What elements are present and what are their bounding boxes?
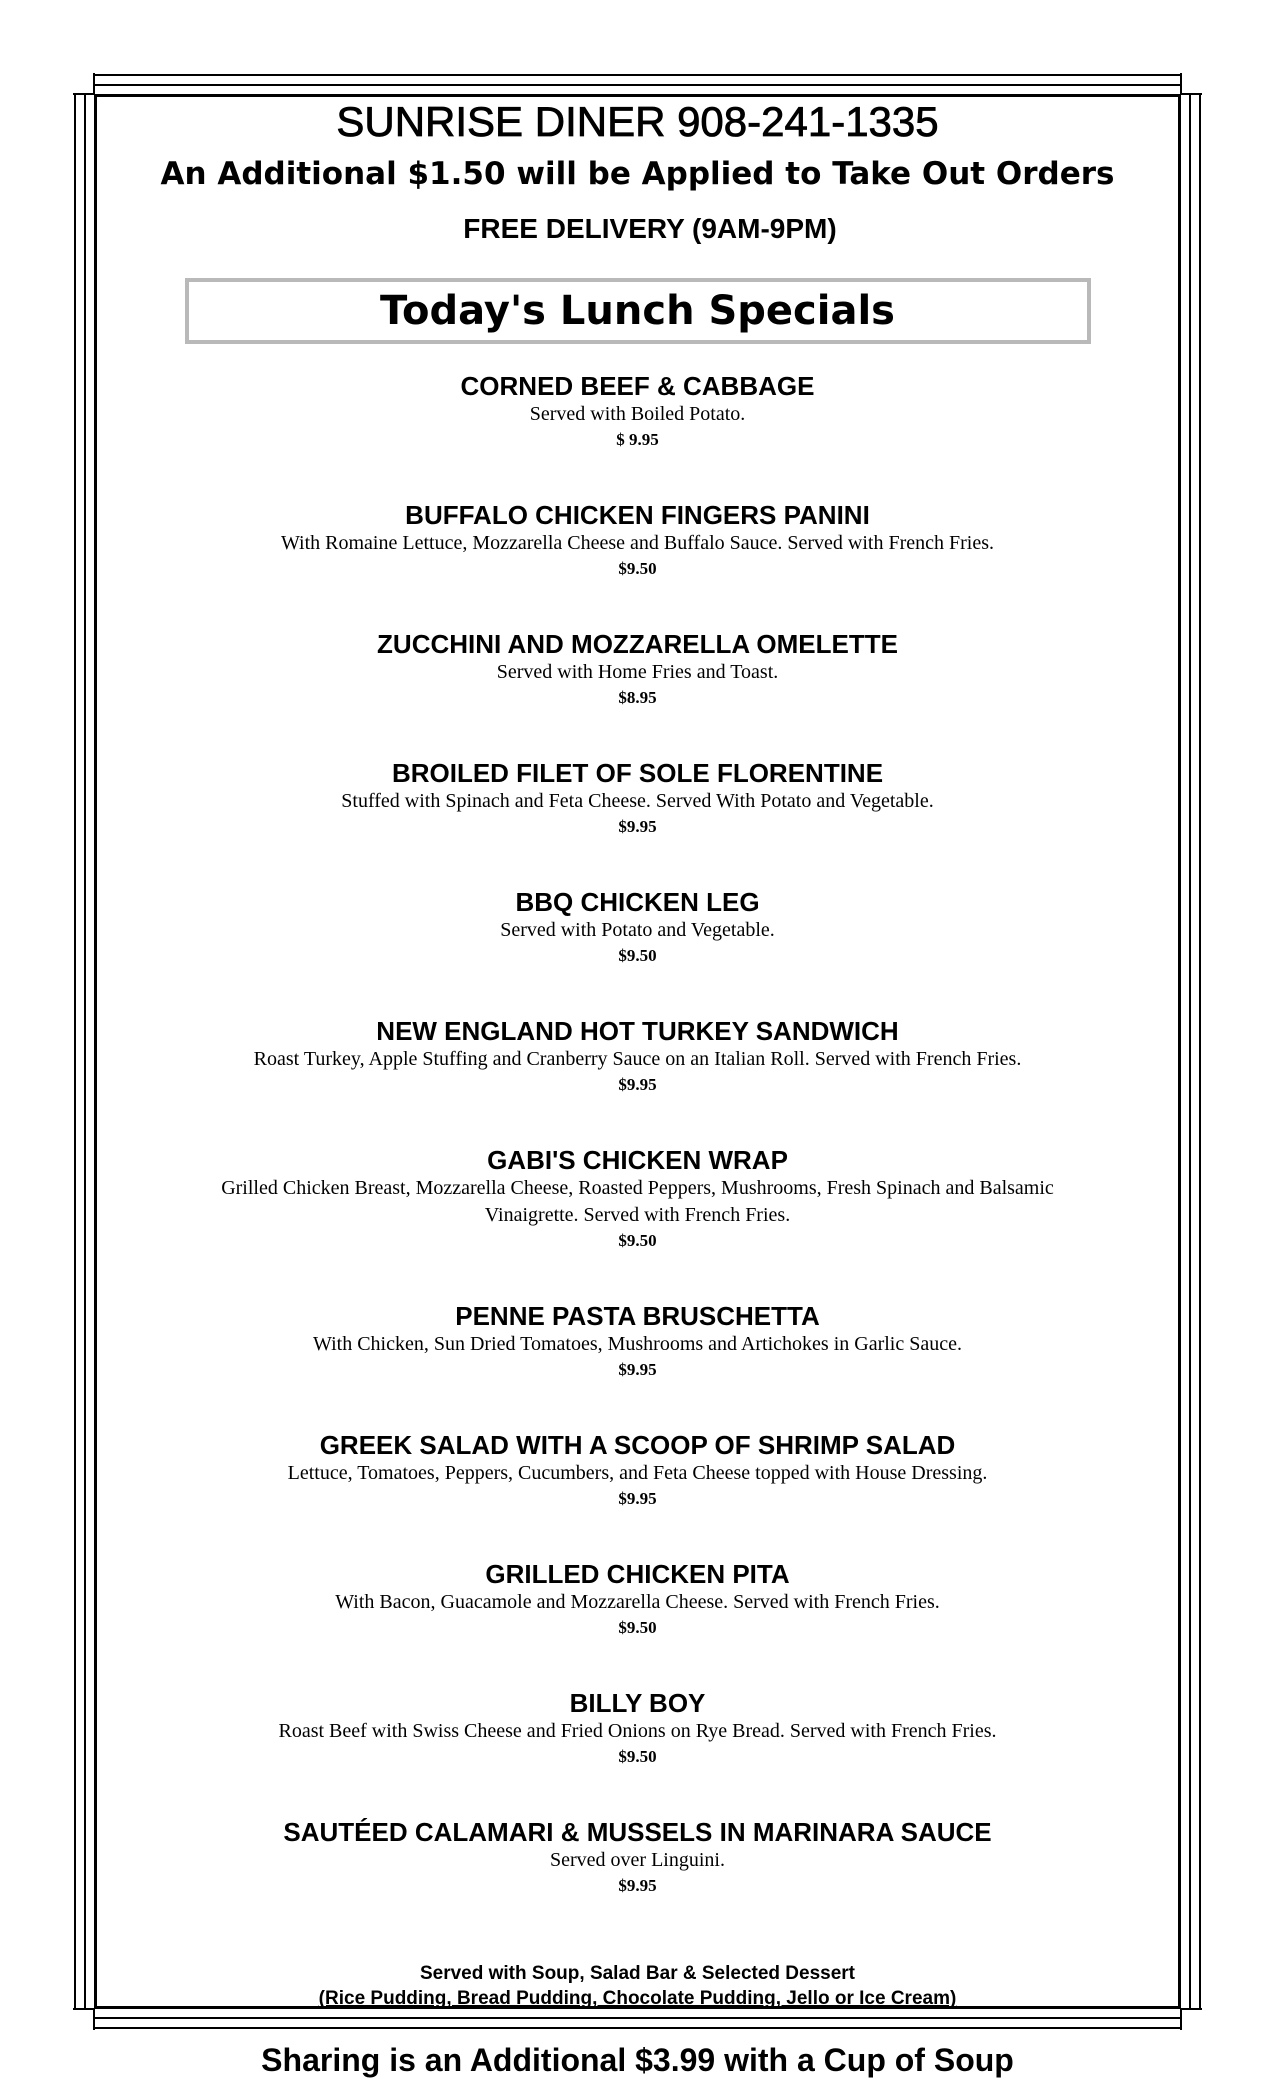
menu-item-description: With Bacon, Guacamole and Mozzarella Cheese. Served with French Fries.: [335, 1591, 940, 1613]
menu-item: [100, 1016, 1175, 1097]
menu-item-name: GREEK SALAD WITH A SCOOP OF SHRIMP SALAD: [319, 1430, 956, 1460]
menu-item-name: CORNED BEEF & CABBAGE: [460, 371, 815, 401]
specials-heading-box: [185, 278, 1091, 344]
menu-item-description: Served with Home Fries and Toast.: [496, 661, 779, 683]
menu-item-description: Served over Linguini.: [550, 1849, 725, 1871]
menu-item: [100, 887, 1175, 968]
menu-item-name: PENNE PASTA BRUSCHETTA: [455, 1301, 820, 1331]
specials-heading: Today's Lunch Specials: [380, 288, 895, 334]
menu-item: [100, 1817, 1175, 1898]
menu-item: [100, 758, 1175, 839]
menu-item: [100, 1688, 1175, 1769]
menu-item-description: With Chicken, Sun Dried Tomatoes, Mushrooms and Artichokes in Garlic Sauce.: [313, 1333, 962, 1355]
specials-list: [100, 371, 1175, 1898]
takeout-note: An Additional $1.50 will be Applied to Take Out Orders: [160, 156, 1115, 192]
delivery-note: FREE DELIVERY (9AM-9PM): [463, 213, 837, 244]
menu-item: [100, 371, 1175, 452]
frame-corner-notch: [1180, 2008, 1202, 2030]
menu-item-description: Grilled Chicken Breast, Mozzarella Cheese, Roasted Peppers, Mushrooms, Fresh Spinach and Balsamic Vinaigrette. Served with French Fries.: [221, 1177, 1054, 1226]
menu-item-price: $9.50: [618, 1747, 657, 1766]
menu-item-name: NEW ENGLAND HOT TURKEY SANDWICH: [376, 1016, 899, 1046]
menu-item-price: $9.95: [618, 1075, 657, 1094]
menu-item-description: Stuffed with Spinach and Feta Cheese. Served With Potato and Vegetable.: [341, 790, 934, 812]
menu-item-price: $8.95: [618, 688, 657, 707]
menu-item-description: Roast Turkey, Apple Stuffing and Cranberry Sauce on an Italian Roll. Served with French Fries.: [253, 1048, 1022, 1070]
menu-item-description: Roast Beef with Swiss Cheese and Fried Onions on Rye Bread. Served with French Fries.: [278, 1720, 997, 1742]
menu-item-price: $9.95: [618, 1360, 657, 1379]
menu-item: [100, 1430, 1175, 1511]
menu-item-name: GABI'S CHICKEN WRAP: [487, 1145, 788, 1175]
sharing-note: Sharing is an Additional $3.99 with a Cup of Soup: [261, 2042, 1014, 2078]
menu-content: [100, 95, 1175, 1946]
menu-item-name: GRILLED CHICKEN PITA: [485, 1559, 790, 1589]
menu-item-name: BBQ CHICKEN LEG: [515, 887, 760, 917]
frame-corner-notch: [1180, 73, 1202, 95]
menu-item: [100, 629, 1175, 710]
menu-item-name: ZUCCHINI AND MOZZARELLA OMELETTE: [377, 629, 898, 659]
menu-item-price: $9.95: [618, 817, 657, 836]
menu-item-description: Lettuce, Tomatoes, Peppers, Cucumbers, and Feta Cheese topped with House Dressing.: [287, 1462, 988, 1484]
dessert-options-note: (Rice Pudding, Bread Pudding, Chocolate Pudding, Jello or Ice Cream): [318, 1988, 957, 2009]
served-with-note: Served with Soup, Salad Bar & Selected Dessert: [419, 1963, 856, 1984]
menu-item-price: $9.50: [618, 946, 657, 965]
frame-corner-notch: [73, 73, 95, 95]
menu-item-name: BUFFALO CHICKEN FINGERS PANINI: [405, 500, 870, 530]
menu-item: [100, 1559, 1175, 1640]
menu-item: [100, 500, 1175, 581]
menu-item-description: With Romaine Lettuce, Mozzarella Cheese and Buffalo Sauce. Served with French Fries.: [280, 532, 995, 554]
menu-item-price: $9.50: [618, 1618, 657, 1637]
menu-item-price: $9.50: [618, 1231, 657, 1250]
menu-item-name: BROILED FILET OF SOLE FLORENTINE: [391, 758, 884, 788]
menu-item-name: SAUTÉED CALAMARI & MUSSELS IN MARINARA SAUCE: [283, 1817, 992, 1847]
menu-item-price: $ 9.95: [616, 430, 659, 449]
frame-corner-notch: [73, 2008, 95, 2030]
menu-item: [100, 1301, 1175, 1382]
menu-item-description: Served with Potato and Vegetable.: [500, 919, 775, 941]
menu-item-price: $9.95: [618, 1489, 657, 1508]
menu-item-name: BILLY BOY: [569, 1688, 706, 1718]
menu-item: [100, 1145, 1175, 1253]
menu-item-price: $9.95: [618, 1876, 657, 1895]
menu-item-price: $9.50: [618, 559, 657, 578]
menu-item-description: Served with Boiled Potato.: [529, 403, 746, 425]
diner-title: SUNRISE DINER 908-241-1335: [336, 98, 939, 145]
